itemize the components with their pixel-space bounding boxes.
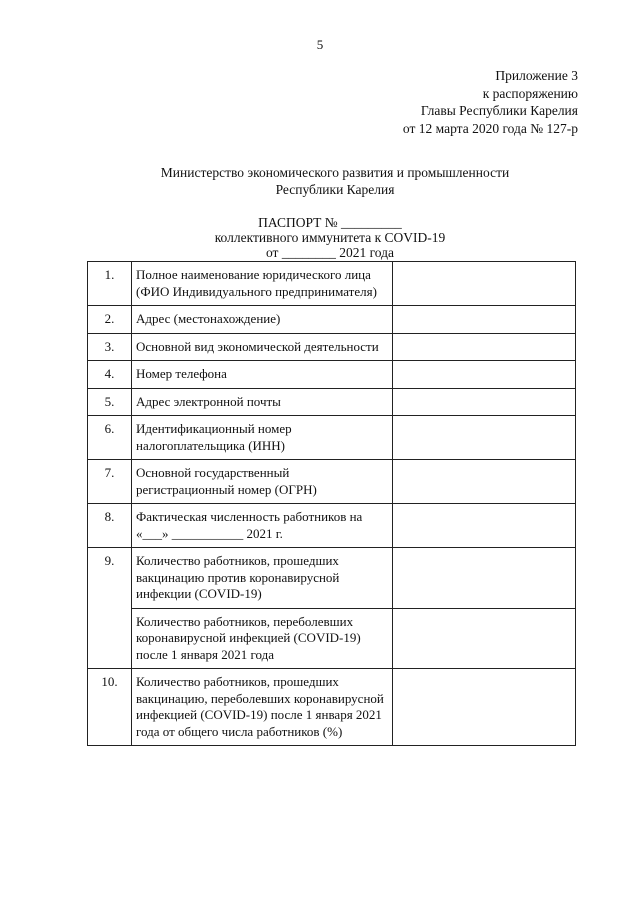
table-row (88, 608, 576, 669)
row-number: 10. (88, 669, 132, 746)
row-number: 5. (88, 388, 132, 416)
row-value-cell[interactable] (393, 333, 576, 361)
appendix-block (403, 67, 578, 137)
table-row (88, 669, 576, 746)
row-value-cell[interactable] (393, 388, 576, 416)
row-label: Номер телефона (132, 361, 393, 389)
table-row (88, 361, 576, 389)
table-row (88, 416, 576, 460)
row-value-cell[interactable] (393, 262, 576, 306)
passport-table (87, 261, 576, 746)
ministry-line: Республики Карелия (275, 182, 395, 197)
table-row (88, 333, 576, 361)
row-label: Количество работников, прошедших вакцинацию против коронавирусной инфекции (COVID-19) (132, 548, 393, 609)
title-line: ПАСПОРТ № _________ (258, 215, 402, 230)
appendix-line: Приложение 3 (495, 68, 578, 83)
row-label: Адрес электронной почты (132, 388, 393, 416)
row-number: 8. (88, 504, 132, 548)
row-label: Основной вид экономической деятельности (132, 333, 393, 361)
ministry-heading (0, 164, 640, 198)
row-label: Адрес (местонахождение) (132, 306, 393, 334)
row-label: Идентификационный номер налогоплательщика (ИНН) (132, 416, 393, 460)
row-value-cell[interactable] (393, 416, 576, 460)
row-value-cell[interactable] (393, 504, 576, 548)
table-row (88, 504, 576, 548)
table-row (88, 388, 576, 416)
row-label: Полное наименование юридического лица (ФИО Индивидуального предпринимателя) (132, 262, 393, 306)
row-label: Фактическая численность работников на «___» ___________ 2021 г. (132, 504, 393, 548)
page-number: 5 (316, 37, 324, 52)
appendix-line: к распоряжению (482, 85, 578, 101)
table-row (88, 306, 576, 334)
row-number: 3. (88, 333, 132, 361)
row-value-cell[interactable] (393, 548, 576, 609)
table-row (88, 460, 576, 504)
row-number: 7. (88, 460, 132, 504)
row-value-cell[interactable] (393, 306, 576, 334)
row-number: 2. (88, 306, 132, 334)
appendix-line: от 12 марта 2020 года № 127-р (402, 120, 578, 136)
row-value-cell[interactable] (393, 608, 576, 669)
passport-title (0, 215, 640, 260)
appendix-line: Главы Республики Карелия (420, 103, 578, 118)
row-number: 1. (88, 262, 132, 306)
row-label: Основной государственный регистрационный номер (ОГРН) (132, 460, 393, 504)
table-row (88, 262, 576, 306)
row-number: 6. (88, 416, 132, 460)
row-value-cell[interactable] (393, 460, 576, 504)
table-row (88, 548, 576, 609)
ministry-line: Министерство экономического развития и промышленности (160, 165, 510, 180)
row-value-cell[interactable] (393, 669, 576, 746)
title-line: от ________ 2021 года (265, 245, 395, 260)
title-line: коллективного иммунитета к COVID-19 (214, 230, 446, 245)
row-label: Количество работников, прошедших вакцинацию, переболевших коронавирусной инфекцией (COVID-19) после 1 января 2021 года от общего числа работников (%) (132, 669, 393, 746)
row-number: 9. (88, 548, 132, 669)
row-number: 4. (88, 361, 132, 389)
row-label: Количество работников, переболевших коронавирусной инфекцией (COVID-19) после 1 января 2021 года (132, 608, 393, 669)
row-value-cell[interactable] (393, 361, 576, 389)
